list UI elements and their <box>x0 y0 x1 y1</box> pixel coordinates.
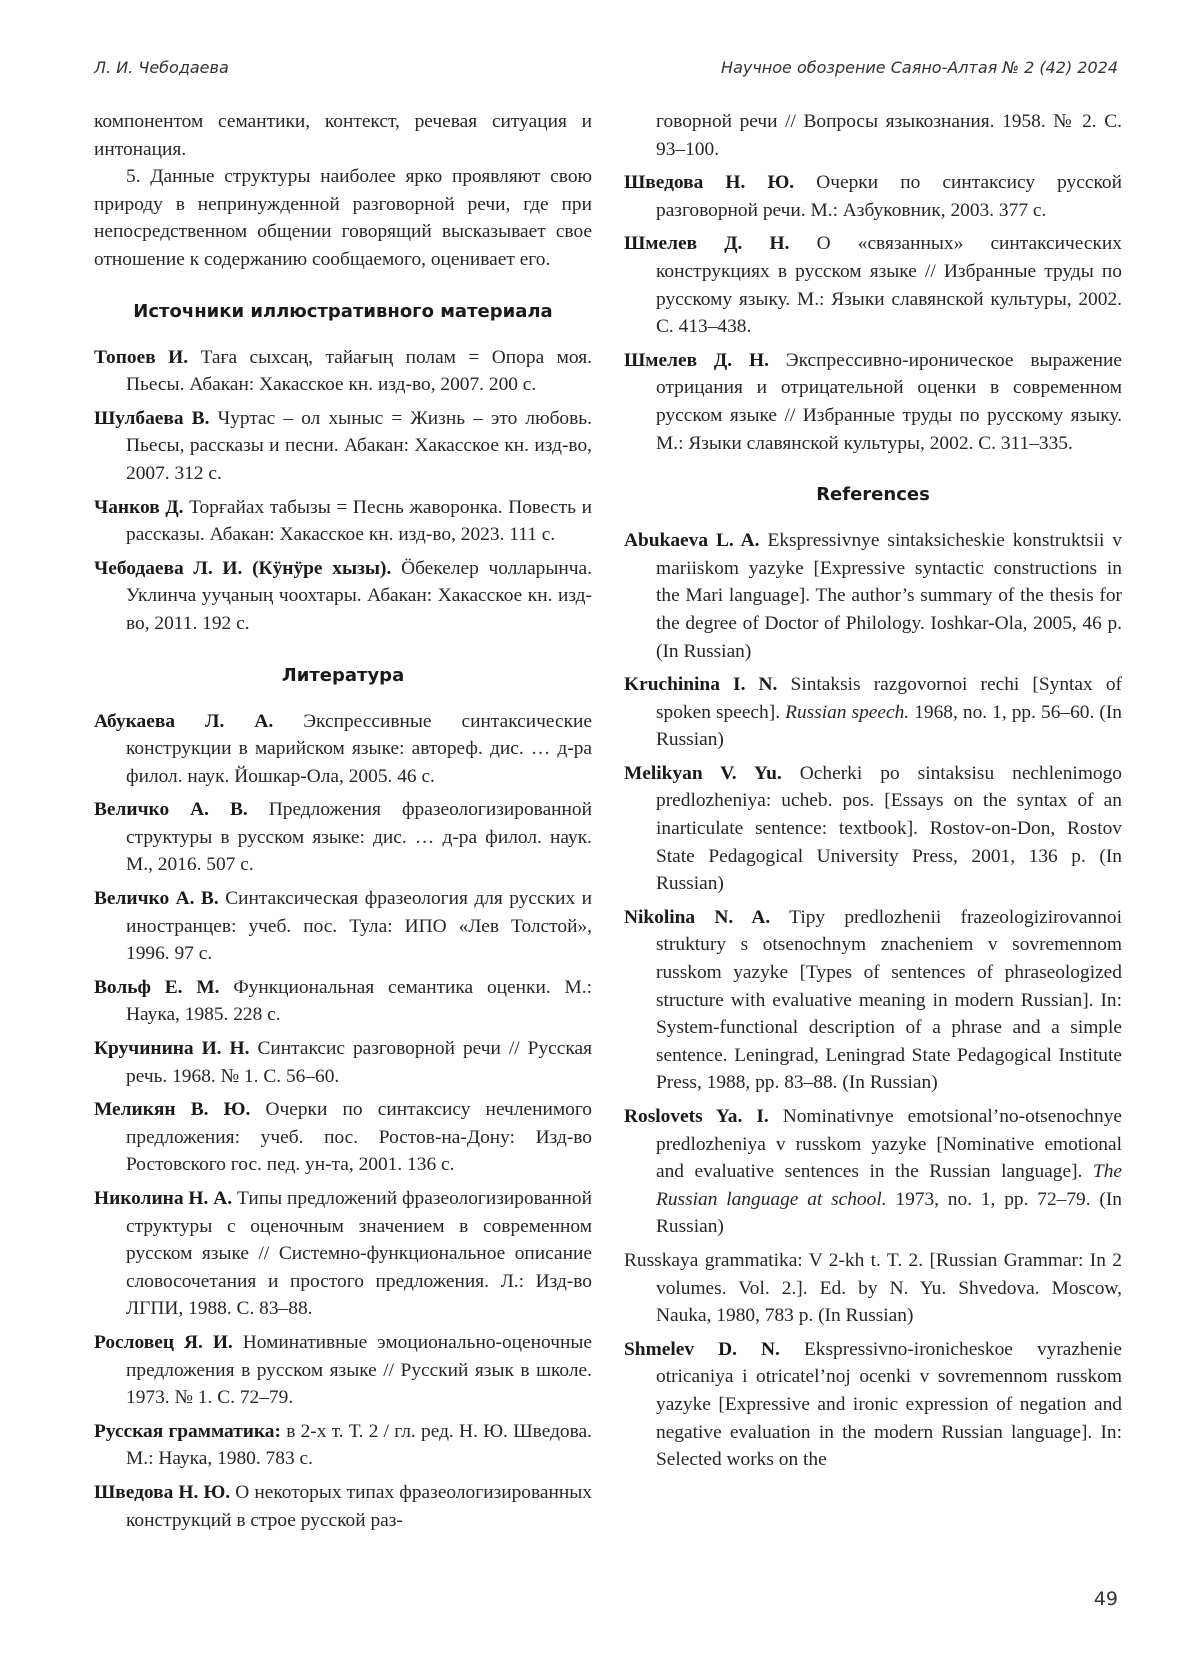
source-entry <box>94 494 592 549</box>
literature-entry <box>94 885 592 968</box>
literature-author: Рословец Я. И. <box>94 1331 233 1353</box>
source-author: Чебодаева Л. И. (Кӱнӱре хызы). <box>94 557 392 579</box>
literature-text: Типы предложений фразеологизированной структуры с оценочным значением в современном русском языке // Системно-функциональное описание словосочетания и простого предложения. Л.: Изд-во ЛГПИ, 1988. С. 83–88. <box>126 1188 592 1320</box>
header-journal: Научное обозрение Саяно-Алтая № 2 (42) 2024 <box>721 58 1118 77</box>
reference-journal: Russian speech. <box>785 701 910 723</box>
reference-text: Nominativnye emotsional’no-otsenochnye predlozheniya v russkom yazyke [Nominative emotional and evaluative sentences in the Russian language]. <box>656 1106 1122 1183</box>
literature-entry-continuation: говорной речи // Вопросы языкознания. 1958. № 2. С. 93–100. <box>656 111 1122 160</box>
literature-text: Синтаксическая фразеология для русских и иностранцев: учеб. пос. Тула: ИПО «Лев Толстой», 1996. 97 с. <box>126 888 592 965</box>
reference-entry <box>624 760 1122 898</box>
literature-entry <box>624 230 1122 340</box>
sources-list <box>94 344 592 638</box>
source-author: Топоев И. <box>94 346 189 368</box>
reference-entry <box>624 671 1122 754</box>
literature-text: Предложения фразеологизированной структуры в русском языке: дис. … д-ра филол. наук. М., 2016. 507 с. <box>126 799 592 876</box>
reference-tail: 1968, no. 1, pp. 56–60. (In Russian) <box>656 701 1122 751</box>
reference-author: Kruchinina I. N. <box>624 674 778 696</box>
reference-text: Russkaya grammatika: V 2-kh t. T. 2. [Russian Grammar: In 2 volumes. Vol. 2.]. Ed. by N. Yu. Shvedova. Moscow, Nauka, 1980, 783 p. (In Russian) <box>624 1249 1122 1327</box>
literature-text: О некоторых типах фразеологизированных конструкций в строе русской раз- <box>126 1481 592 1531</box>
reference-entry <box>624 527 1122 665</box>
source-author: Чанков Д. <box>94 496 184 518</box>
literature-author: Величко А. В. <box>94 799 248 821</box>
source-entry <box>94 405 592 488</box>
literature-entry <box>94 1185 592 1323</box>
reference-author: Abukaeva L. A. <box>624 530 760 552</box>
right-column <box>624 108 1122 1480</box>
reference-author: Nikolina N. A. <box>624 906 771 928</box>
literature-author: Величко А. В. <box>94 888 219 910</box>
header-author: Л. И. Чебодаева <box>94 58 229 77</box>
literature-author: Шмелев Д. Н. <box>624 349 769 371</box>
literature-author: Шведова Н. Ю. <box>94 1481 231 1503</box>
reference-entry <box>624 904 1122 1097</box>
literature-author: Меликян В. Ю. <box>94 1099 251 1121</box>
references-heading: References <box>816 484 930 506</box>
literature-text: Синтаксис разговорной речи // Русская речь. 1968. № 1. С. 56–60. <box>126 1038 592 1087</box>
reference-author: Roslovets Ya. I. <box>624 1106 769 1127</box>
reference-text: Ekspressivno-ironicheskoe vyrazhenie otricaniya i otricatel’noj ocenki v sovremennom russkom yazyke [Expressive and ironic expression of negation and negative evaluation in the modern Russian language]. In: Selected works on the <box>656 1338 1122 1471</box>
page-number: 49 <box>1093 1588 1118 1610</box>
literature-list-continued <box>624 169 1122 457</box>
literature-entry <box>94 708 592 791</box>
literature-entry <box>94 1418 592 1473</box>
literature-author: Абукаева Л. А. <box>94 710 274 732</box>
literature-author: Николина Н. А. <box>94 1188 233 1209</box>
literature-text: Экспрессивные синтаксические конструкции в марийском языке: автореф. дис. … д-ра филол. наук. Йошкар-Ола, 2005. 46 с. <box>126 710 592 787</box>
reference-text: Ekspressivnye sintaksicheskie konstruktsii v mariiskom yazyke [Expressive syntactic constructions in the Mari language]. The author’s summary of the thesis for the degree of Doctor of Philology. Ioshkar-Ola, 2005, 46 p. (In Russian) <box>656 530 1122 662</box>
sources-heading: Источники иллюстративного материала <box>133 300 553 322</box>
literature-author: Русская грамматика: <box>94 1420 281 1442</box>
literature-entry <box>94 1329 592 1412</box>
literature-author: Вольф Е. М. <box>94 976 220 998</box>
literature-text: Очерки по синтаксису русской разговорной речи. М.: Азбуковник, 2003. 377 с. <box>656 172 1122 221</box>
reference-entry <box>624 1336 1122 1474</box>
reference-entry <box>624 1103 1122 1241</box>
literature-entry <box>624 169 1122 224</box>
literature-author: Кручинина И. Н. <box>94 1038 250 1060</box>
source-entry <box>94 344 592 399</box>
left-column <box>94 108 592 1540</box>
reference-author: Shmelev D. N. <box>624 1338 780 1360</box>
reference-entry <box>624 1247 1122 1330</box>
literature-entry <box>94 974 592 1029</box>
literature-author: Шмелев Д. Н. <box>624 233 790 255</box>
reference-text: Tipy predlozhenii frazeologizirovannoi struktury s otsenochnym znacheniem v sovremennom russkom yazyke [Types of sentences of phraseologized structure with evaluative meaning in modern Russian]. In: System-functional description of a phrase and a simple sentence. Leningrad, Leningrad State Pedagogical Institute Press, 1988, pp. 83–88. (In Russian) <box>656 906 1123 1094</box>
reference-text: Sintaksis razgovornoi rechi [Syntax of spoken speech]. <box>656 674 1123 723</box>
source-entry <box>94 555 592 638</box>
literature-heading: Литература <box>281 664 405 686</box>
literature-text: Функциональная семантика оценки. М.: Наука, 1985. 228 с. <box>126 976 592 1026</box>
paragraph-continuation: компонентом семантики, контекст, речевая ситуация и интонация. <box>94 111 592 160</box>
reference-text: Ocherki po sintaksisu nechlenimogo predlozheniya: ucheb. pos. [Essays on the syntax of an inarticulate sentence: textbook]. Rostov-on-Don, Rostov State Pedagogical University Press, 2001, 136 p. (In Russian) <box>656 762 1122 895</box>
literature-entry <box>94 1479 592 1534</box>
literature-entry <box>94 1035 592 1090</box>
paragraph-conclusion-5: 5. Данные структуры наиболее ярко проявляют свою природу в непринужденной разговорной речи, где при непосредственном общении говорящий высказывает свое отношение к содержанию сообщаемого, оценивает его. <box>94 166 592 270</box>
literature-author: Шведова Н. Ю. <box>624 172 795 194</box>
source-author: Шулбаева В. <box>94 407 210 429</box>
literature-text: О «связанных» синтаксических конструкциях в русском языке // Избранные труды по русскому языку. М.: Языки славянской культуры, 2002. С. 413–438. <box>656 233 1122 338</box>
literature-entry <box>94 796 592 879</box>
literature-text: Очерки по синтаксису нечленимого предложения: учеб. пос. Ростов-на-Дону: Изд-во Ростовского гос. пед. ун-та, 2001. 136 с. <box>126 1099 592 1176</box>
running-header <box>94 58 1118 88</box>
literature-text: в 2-х т. Т. 2 / гл. ред. Н. Ю. Шведова. М.: Наука, 1980. 783 с. <box>126 1420 592 1470</box>
literature-entry <box>94 1096 592 1179</box>
literature-entry <box>624 347 1122 457</box>
literature-text: Экспрессивно-ироническое выражение отрицания и отрицательной оценки в современном русском языке // Избранные труды по русскому языку. М.: Языки славянской культуры, 2002. С. 311–335. <box>656 349 1122 454</box>
source-text: Таға сыхсаң, тайағың полам = Опора моя. Пьесы. Абакан: Хакасское кн. изд-во, 2007. 200 с. <box>126 346 592 396</box>
reference-author: Melikyan V. Yu. <box>624 762 782 784</box>
literature-list <box>94 708 592 1535</box>
literature-text: Номинативные эмоционально-оценочные предложения в русском языке // Русский язык в школе. 1973. № 1. С. 72–79. <box>126 1331 592 1409</box>
source-text: Торғайах табызы = Песнь жаворонка. Повесть и рассказы. Абакан: Хакасское кн. изд-во, 2023. 111 с. <box>126 496 592 546</box>
source-text: Чуртас – ол хыныс = Жизнь – это любовь. Пьесы, рассказы и песни. Абакан: Хакасское кн. изд-во, 2007. 312 с. <box>126 407 592 484</box>
references-list <box>624 527 1122 1474</box>
reference-journal: The Russian language at school. <box>656 1161 1122 1210</box>
reference-tail: 1973, no. 1, pp. 72–79. (In Russian) <box>656 1188 1122 1238</box>
source-text: Ӧбекелер чолларынча. Уклинча ууҷаның чоохтары. Абакан: Хакасское кн. изд-во, 2011. 192 с. <box>126 557 592 634</box>
